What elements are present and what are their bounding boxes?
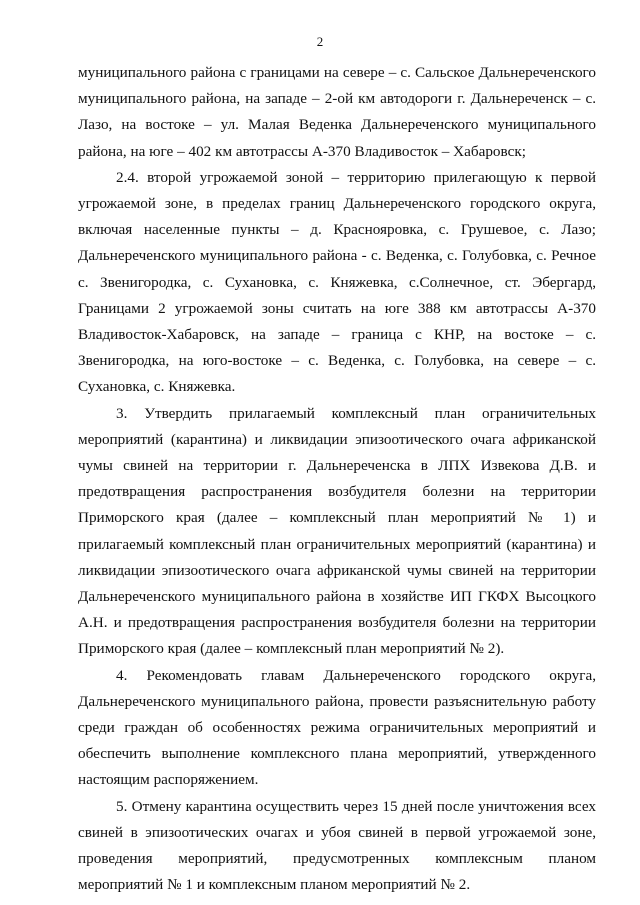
paragraph-4: 4. Рекомендовать главам Дальнереченского городского округа, Дальнереченского муниципального района, провести разъяснительную работу среди граждан об особенностях режима ограничительных мероприятий и обеспечить выполнение комплексного плана мероприятий, утвержденного настоящим распоряжением.	[78, 666, 596, 789]
paragraph-3: 3. Утвердить прилагаемый комплексный план ограничительных мероприятий (карантина) и ликвидации эпизоотического очага африканской чумы свиней на территории г. Дальнереченска в ЛПХ Извекова Д.В. и предотвращения распространения возбудителя болезни на территории Приморского края (далее – комплексный план мероприятий № 1) и прилагаемый комплексный план ограничительных мероприятий (карантина) и ликвидации эпизоотического очага африканской чумы свиней на территории Дальнереченского муниципального района в хозяйстве ИП ГКФХ Высоцкого А.Н. и предотвращения распространения возбудителя болезни на территории Приморского края (далее – комплексный план мероприятий № 2).	[78, 404, 596, 658]
document-body	[78, 60, 596, 899]
paragraph-continuation: муниципального района с границами на севере – с. Сальское Дальнереченского муниципального района, на западе – 2-ой км автодороги г. Дальнереченск – с. Лазо, на востоке – ул. Малая Веденка Дальнереченского муниципального района, на юге – 402 км автотрассы А-370 Владивосток – Хабаровск;	[78, 64, 596, 160]
paragraph-5: 5. Отмену карантина осуществить через 15 дней после уничтожения всех свиней в эпизоотических очагах и убоя свиней в первой угрожаемой зоне, проведения мероприятий, предусмотренных комплексным планом мероприятий № 1 и комплексным планом мероприятий № 2.	[78, 797, 596, 894]
paragraph-2-4: 2.4. второй угрожаемой зоной – территорию прилегающую к первой угрожаемой зоне, в пределах границ Дальнереченского городского округа, включая населенные пункты – д. Краснояровка, с. Грушевое, с. Лазо; Дальнереченского муниципального района - с. Веденка, с. Голубовка, с. Речное с. Звенигородка, с. Сухановка, с. Княжевка, с.Солнечное, ст. Эбергард, Границами 2 угрожаемой зоны считать на юге 388 км автотрассы А-370 Владивосток-Хабаровск, на западе – граница с КНР, на востоке – с. Звенигородка, на юго-востоке – с. Веденка, с. Голубовка, на севере – с. Сухановка, с. Княжевка.	[78, 168, 596, 396]
page-number: 2	[316, 34, 324, 49]
